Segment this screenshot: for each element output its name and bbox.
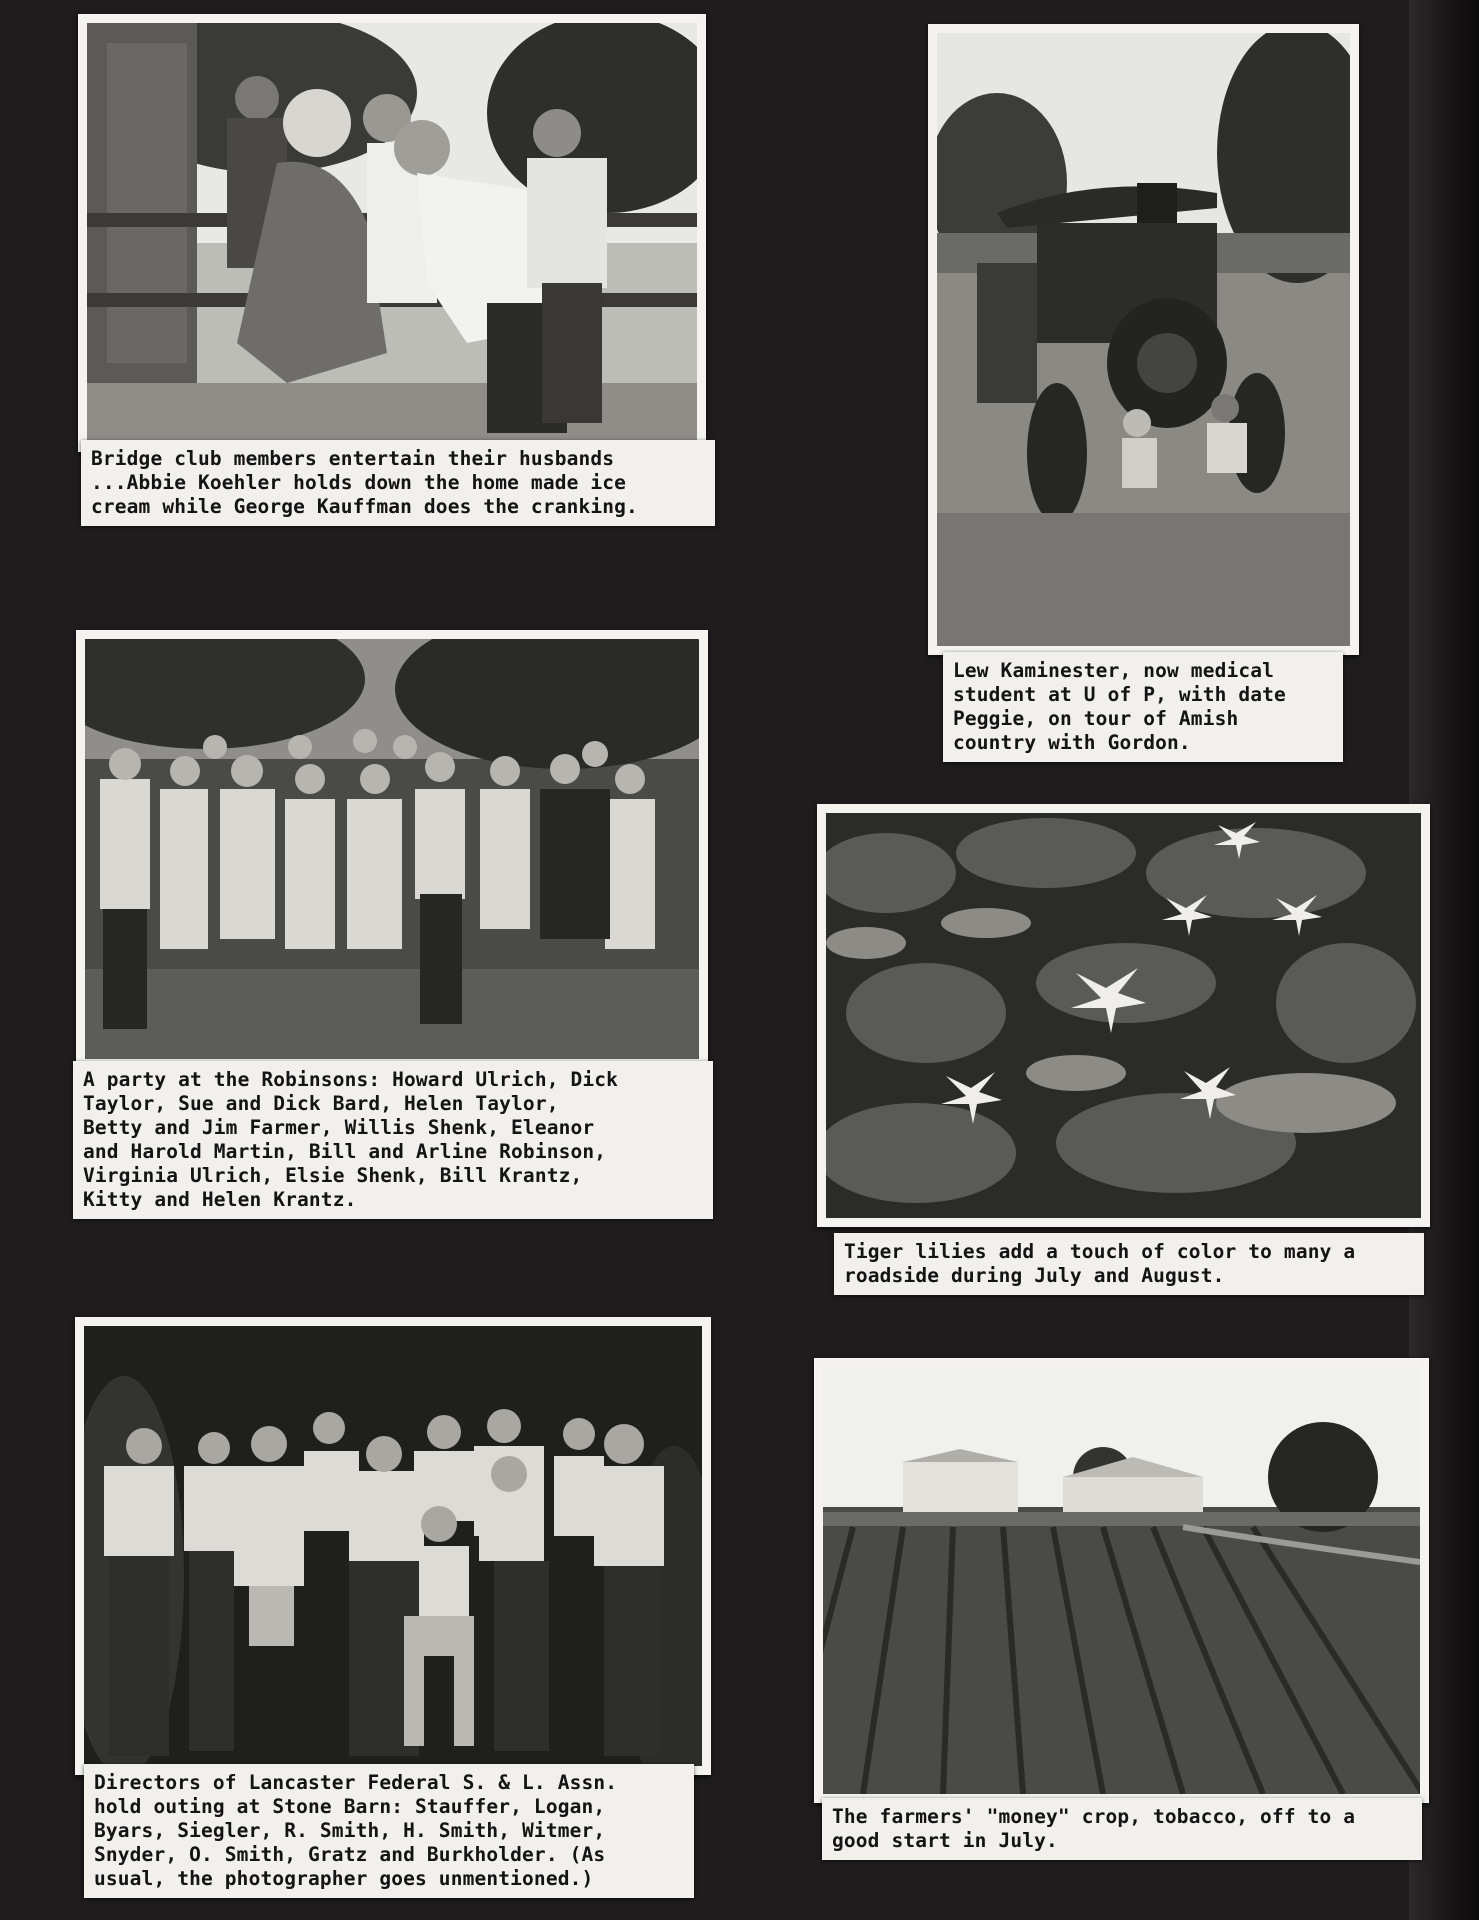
photo-tractor xyxy=(928,24,1359,655)
photo-directors xyxy=(75,1317,711,1775)
caption-bridge-club: Bridge club members entertain their husbands ...Abbie Koehler holds down the home made ice cream while George Kauffman does the cranking. xyxy=(81,440,715,526)
caption-tiger-lilies: Tiger lilies add a touch of color to many a roadside during July and August. xyxy=(834,1233,1424,1295)
caption-directors: Directors of Lancaster Federal S. & L. Assn. hold outing at Stone Barn: Stauffer, Logan, Byars, Siegler, R. Smith, H. Smith, Witmer, Snyder, O. Smith, Gratz and Burkholder. (As usual, the photographer goes unmentioned.) xyxy=(84,1764,694,1898)
photo-bridge-club xyxy=(78,14,706,452)
caption-party: A party at the Robinsons: Howard Ulrich, Dick Taylor, Sue and Dick Bard, Helen Taylor, Betty and Jim Farmer, Willis Shenk, Eleanor and Harold Martin, Bill and Arline Robinson, Virginia Ulrich, Elsie Shenk, Bill Krantz, Kitty and Helen Krantz. xyxy=(73,1061,713,1219)
photo-tobacco-field xyxy=(814,1358,1429,1803)
caption-tractor: Lew Kaminester, now medical student at U of P, with date Peggie, on tour of Amish country with Gordon. xyxy=(943,652,1343,762)
photo-tiger-lilies xyxy=(817,804,1430,1227)
caption-tobacco-field: The farmers' "money" crop, tobacco, off to a good start in July. xyxy=(822,1798,1422,1860)
photo-party xyxy=(76,630,708,1068)
